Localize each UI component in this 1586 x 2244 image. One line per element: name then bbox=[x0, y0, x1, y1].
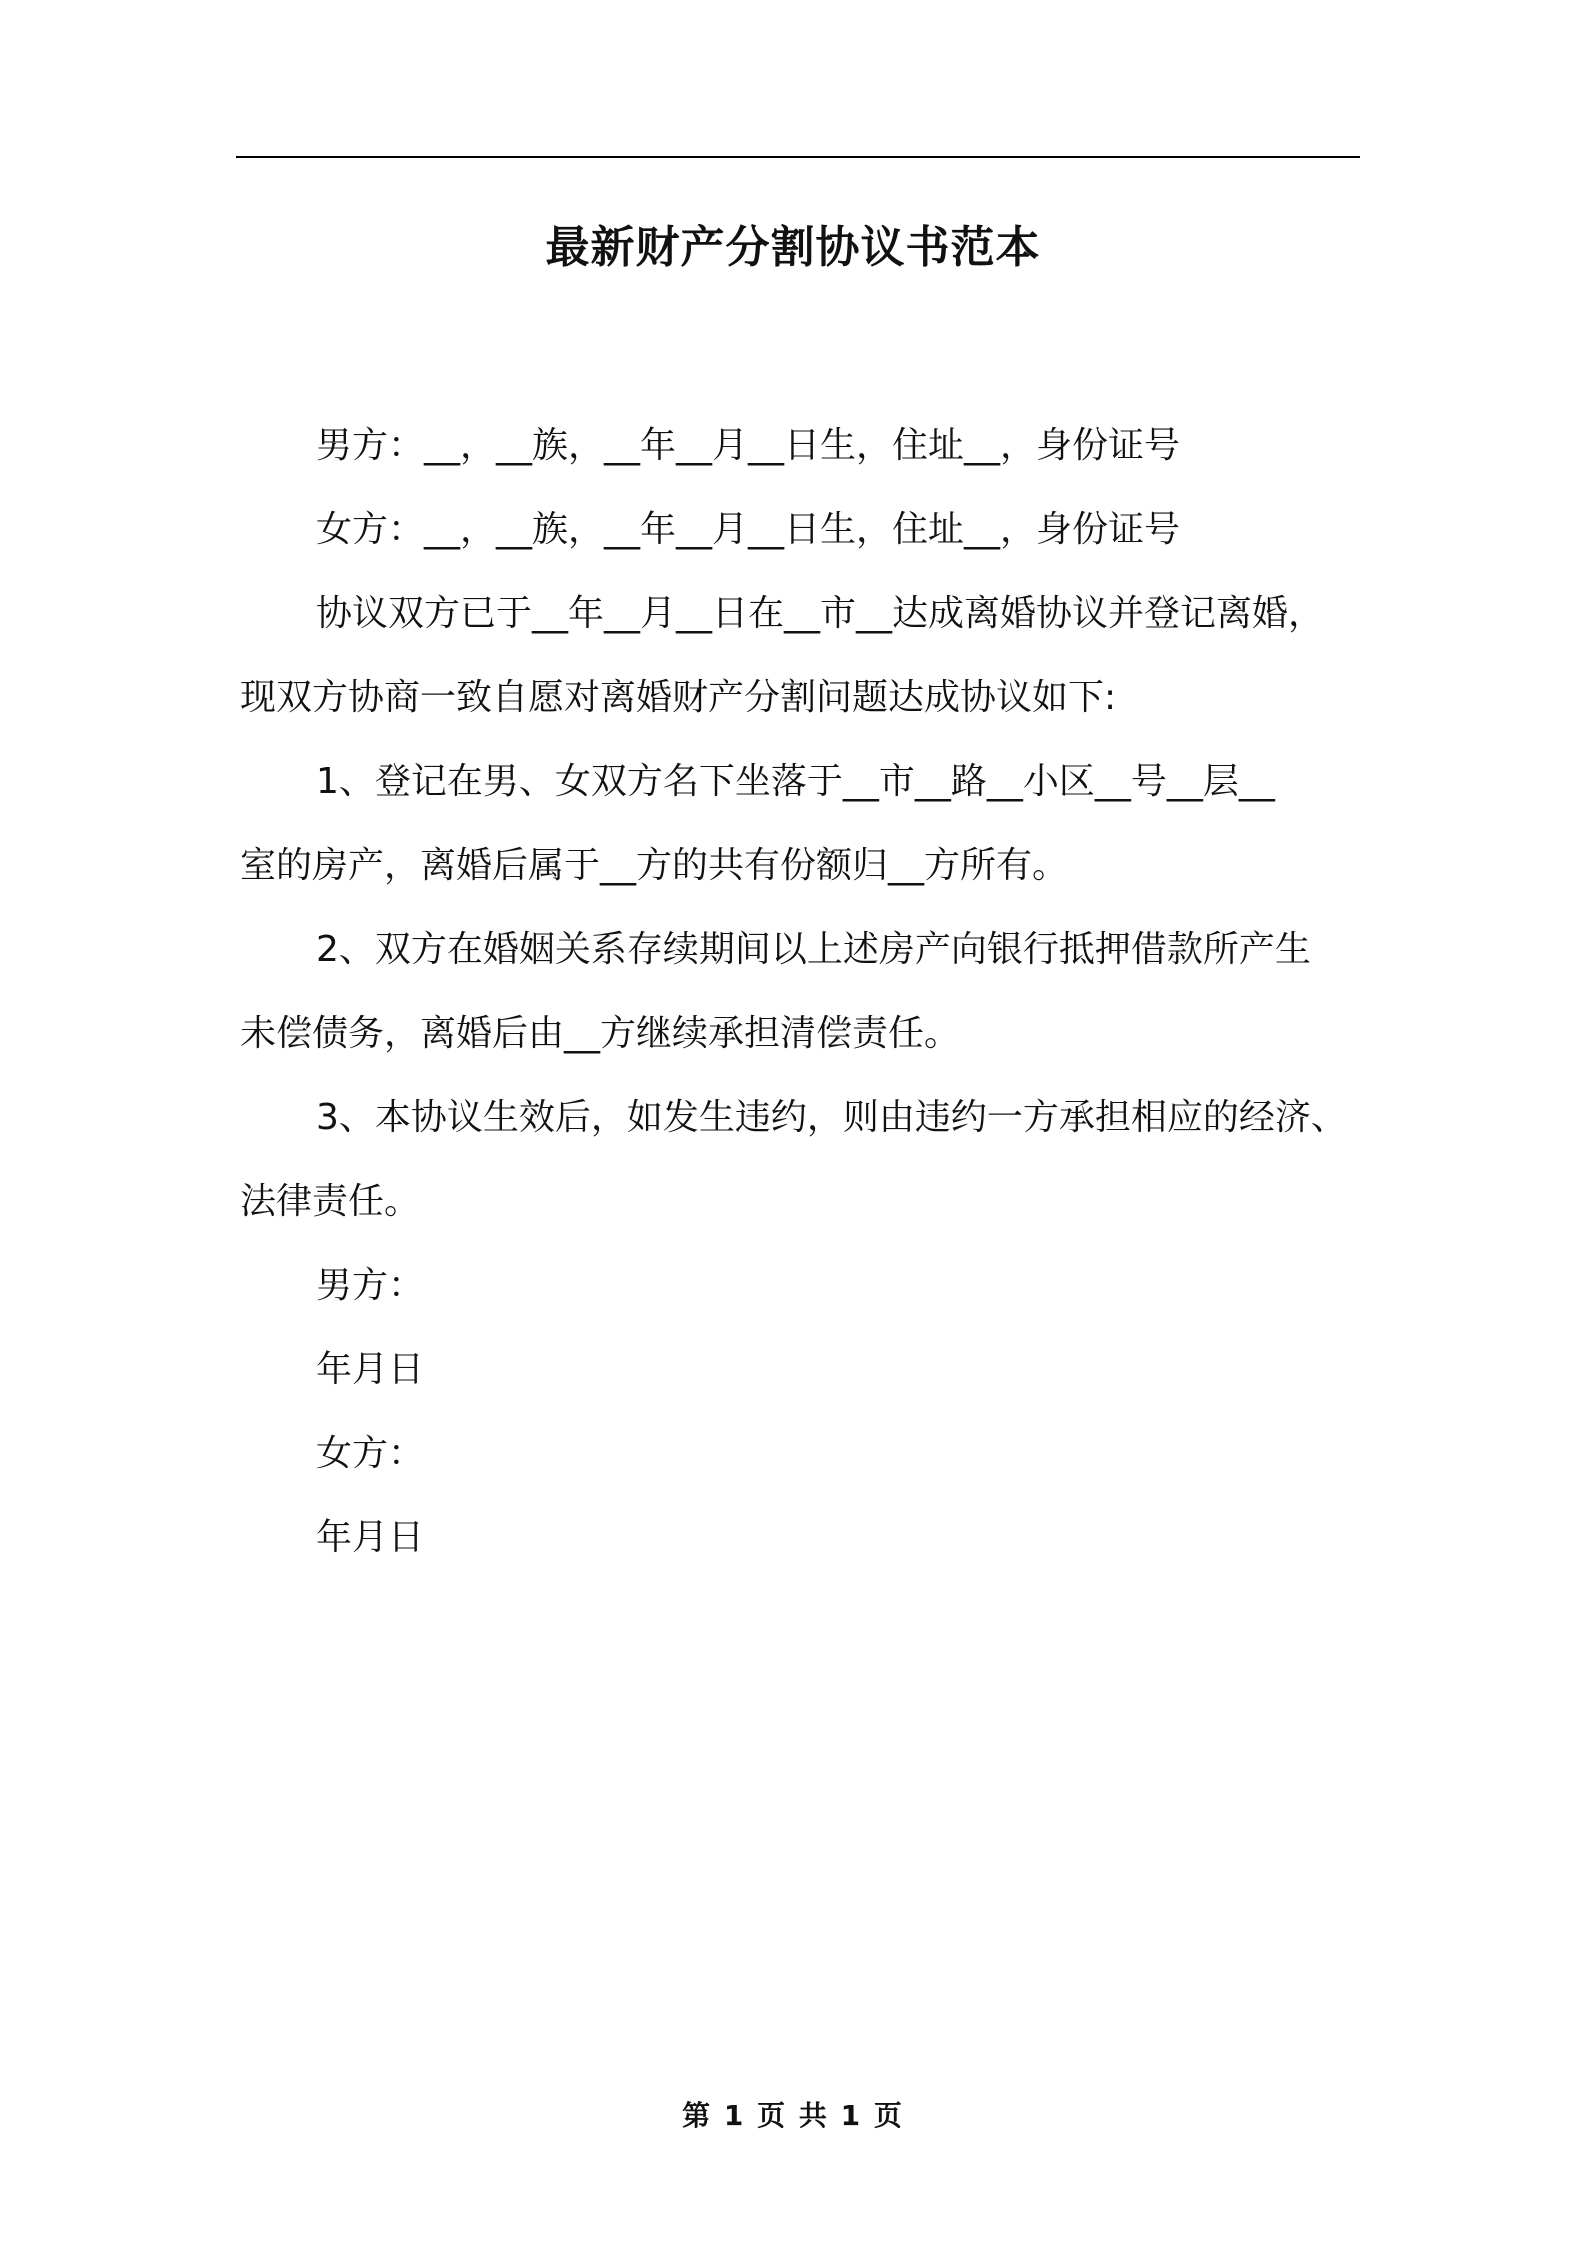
clause-2-line: 未偿债务，离婚后由__方继续承担清偿责任。 bbox=[240, 1013, 961, 1054]
document-title: 最新财产分割协议书范本 bbox=[545, 222, 1041, 273]
female-party-line: 女方：__，__族，__年__月__日生，住址__，身份证号 bbox=[316, 509, 1181, 550]
page-footer: 第 1 页 共 1 页 bbox=[682, 2099, 904, 2132]
header-rule bbox=[236, 156, 1360, 158]
clause-1-line: 1、登记在男、女双方名下坐落于__市__路__小区__号__层__ bbox=[316, 761, 1275, 802]
clause-2-line: 2、双方在婚姻关系存续期间以上述房产向银行抵押借款所产生 bbox=[316, 929, 1311, 970]
clause-3-line: 3、本协议生效后，如发生违约，则由违约一方承担相应的经济、 bbox=[316, 1097, 1347, 1138]
paragraph-line: 协议双方已于__年__月__日在__市__达成离婚协议并登记离婚， bbox=[316, 593, 1325, 634]
clause-1-line: 室的房产，离婚后属于__方的共有份额归__方所有。 bbox=[240, 845, 1069, 886]
male-party-line: 男方：__，__族，__年__月__日生，住址__，身份证号 bbox=[316, 425, 1181, 466]
male-signature-date: 年月日 bbox=[316, 1349, 425, 1390]
document-body bbox=[240, 404, 1380, 1580]
paragraph-line: 现双方协商一致自愿对离婚财产分割问题达成协议如下: bbox=[240, 677, 1117, 718]
male-signature-label: 男方： bbox=[316, 1265, 425, 1306]
female-signature-date: 年月日 bbox=[316, 1517, 425, 1558]
clause-3-line: 法律责任。 bbox=[240, 1181, 421, 1222]
female-signature-label: 女方： bbox=[316, 1433, 425, 1474]
